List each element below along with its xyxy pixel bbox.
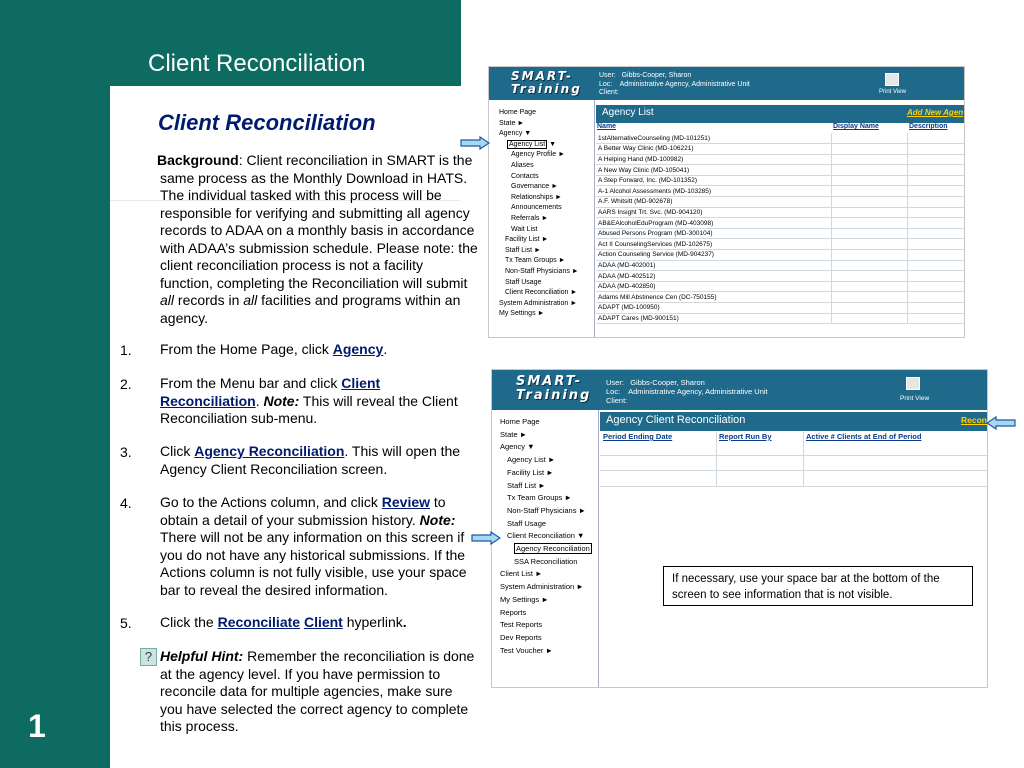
pointer-arrow-icon: [986, 416, 1016, 430]
description-cell: [908, 271, 965, 282]
column-report-run-by[interactable]: Report Run By: [719, 432, 772, 441]
agency-table: [596, 133, 965, 324]
menu-item[interactable]: Dev Reports: [500, 632, 542, 642]
print-view-label[interactable]: Print View: [900, 395, 930, 402]
menu-item[interactable]: Agency ▼: [500, 442, 535, 452]
client-link[interactable]: Client: [303, 614, 343, 630]
menu-item[interactable]: System Administration ►: [499, 299, 578, 307]
step-3: Click Agency Reconciliation. This will open the Agency Client Reconciliation screen.: [160, 443, 461, 477]
menu-item[interactable]: My Settings ►: [499, 310, 545, 318]
table-row[interactable]: [596, 228, 965, 239]
agency-name-cell[interactable]: Adams Mill Abstinence Cen (DC-750155): [596, 292, 832, 303]
menu-item[interactable]: Client List ►: [500, 569, 543, 579]
printer-icon[interactable]: [885, 73, 899, 86]
agency-name-cell[interactable]: 1stAlternativeCounseling (MD-101251): [596, 133, 832, 144]
step-number: 3.: [120, 444, 132, 460]
user-info: User: Gibbs-Cooper, Sharon Loc: Administrative Agency, Administrative Unit Client:: [599, 72, 750, 96]
column-active-clients[interactable]: Active # Clients at End of Period: [806, 432, 922, 441]
help-icon: ?: [140, 648, 157, 666]
description-cell: [908, 154, 965, 165]
display-name-cell: [832, 154, 908, 165]
menu-item[interactable]: Wait List: [511, 225, 538, 233]
step-5: Click the Reconciliate Client hyperlink.: [160, 614, 407, 630]
menu-item[interactable]: System Administration ►: [500, 582, 584, 592]
agency-name-cell[interactable]: A New Way Clinic (MD-105041): [596, 165, 832, 176]
smart-banner: [489, 67, 964, 100]
background-label: Background: [157, 152, 239, 168]
step-2: From the Menu bar and click Client Reconciliation. Note: This will reveal the Client Reconciliation sub-menu.: [160, 375, 458, 426]
table-row[interactable]: [596, 281, 965, 292]
menu-item[interactable]: Non-Staff Physicians ►: [505, 267, 579, 275]
description-cell: [908, 197, 965, 208]
helpful-hint: Helpful Hint: Remember the reconciliation is done at the agency level. If you have permission to reconcile data for multiple agencies, make sure you have selected the correct agency to complete this process.: [160, 648, 475, 734]
description-cell: [908, 281, 965, 292]
client-reconciliation-link[interactable]: Client Reconciliation: [160, 375, 381, 409]
menu-item[interactable]: Home Page: [499, 109, 536, 116]
menu-item[interactable]: Tx Team Groups ►: [507, 493, 572, 503]
column-period-ending-date[interactable]: Period Ending Date: [603, 432, 673, 441]
menu-item[interactable]: Agency Profile ►: [511, 151, 566, 159]
menu-item[interactable]: My Settings ►: [500, 594, 549, 604]
agency-reconciliation-screenshot: [491, 369, 988, 688]
display-name-cell: [832, 250, 908, 261]
menu-item[interactable]: Agency ▼: [499, 130, 532, 138]
column-name[interactable]: Name: [597, 123, 617, 130]
agency-name-cell[interactable]: A Better Way Clinic (MD-106221): [596, 144, 832, 155]
description-cell: [908, 186, 965, 197]
display-name-cell: [832, 228, 908, 239]
step-number: 1.: [120, 342, 132, 358]
menu-item[interactable]: Agency List ▼: [509, 140, 557, 148]
display-name-cell: [832, 207, 908, 218]
step-number: 4.: [120, 495, 132, 511]
print-view-label[interactable]: Print View: [879, 89, 906, 95]
menu-item[interactable]: Test Reports: [500, 620, 543, 630]
content-heading: Client Reconciliation: [158, 110, 376, 135]
add-new-agency-link[interactable]: Add New Agen: [907, 108, 964, 117]
agency-name-cell[interactable]: ADAA (MD-402001): [596, 260, 832, 271]
description-cell: [908, 175, 965, 186]
menu-item[interactable]: Client Reconciliation ▼: [507, 531, 585, 541]
menu-item[interactable]: Client Reconciliation ►: [505, 289, 578, 297]
table-row[interactable]: [596, 239, 965, 250]
display-name-cell: [832, 144, 908, 155]
pointer-arrow-icon: [471, 531, 501, 545]
menu-item[interactable]: Agency Reconciliation: [516, 544, 590, 554]
table-row[interactable]: [596, 260, 965, 271]
navigation-menu: [492, 410, 599, 688]
agency-name-cell[interactable]: AARS Insight Trt. Svc. (MD-904120): [596, 207, 832, 218]
table-row[interactable]: [596, 133, 965, 144]
menu-item[interactable]: SSA Reconciliation: [514, 556, 578, 566]
menu-item[interactable]: Test Voucher ►: [500, 645, 553, 655]
reconcile-link[interactable]: Recon: [961, 415, 987, 425]
description-cell: [908, 228, 965, 239]
table-row[interactable]: [596, 154, 965, 165]
menu-item[interactable]: Staff List ►: [505, 246, 541, 254]
step-number: 5.: [120, 615, 132, 631]
table-row[interactable]: [596, 186, 965, 197]
agency-name-cell[interactable]: ADAPT (MD-100950): [596, 303, 832, 314]
review-link[interactable]: Review: [381, 494, 431, 510]
step-4: Go to the Actions column, and click Review to obtain a detail of your submission history. Note: There will not be any information on this screen if you do not have any historical submissions. If the Actions column is not fully visible, use your space bar to reveal the desired information.: [160, 494, 467, 598]
menu-item[interactable]: Tx Team Groups ►: [505, 257, 566, 265]
table-row[interactable]: [596, 144, 965, 155]
step-number: 2.: [120, 376, 132, 392]
description-cell: [908, 250, 965, 261]
description-cell: [908, 313, 965, 324]
menu-item[interactable]: Agency List ►: [507, 455, 556, 465]
printer-icon[interactable]: [906, 377, 920, 390]
smart-training-logo: SMART- Training: [511, 69, 582, 97]
table-row[interactable]: [596, 250, 965, 261]
agency-name-cell[interactable]: Abused Persons Program (MD-300104): [596, 228, 832, 239]
reconciliate-link[interactable]: Reconciliate: [217, 614, 301, 630]
display-name-cell: [832, 175, 908, 186]
table-row[interactable]: [596, 218, 965, 229]
pointer-arrow-icon: [460, 136, 490, 150]
reconciliation-header: Agency Client Reconciliation: [600, 412, 988, 431]
menu-item[interactable]: Home Page: [500, 417, 540, 426]
menu-item[interactable]: State ►: [499, 119, 525, 127]
description-cell: [908, 260, 965, 271]
agency-name-cell[interactable]: ADAA (MD-402850): [596, 281, 832, 292]
display-name-cell: [832, 271, 908, 282]
menu-item[interactable]: Staff Usage: [507, 518, 547, 528]
table-row: [600, 456, 988, 471]
display-name-cell: [832, 133, 908, 144]
display-name-cell: [832, 292, 908, 303]
menu-item[interactable]: State ►: [500, 429, 528, 439]
menu-item[interactable]: Staff List ►: [507, 480, 546, 490]
display-name-cell: [832, 281, 908, 292]
menu-item[interactable]: Staff Usage: [505, 278, 542, 286]
user-info: User: Gibbs-Cooper, Sharon Loc: Administrative Agency, Administrative Unit Client:: [606, 378, 768, 405]
smart-training-logo: SMART- Training: [516, 374, 592, 404]
table-row[interactable]: [596, 197, 965, 208]
menu-item[interactable]: Relationships ►: [511, 193, 562, 201]
space-bar-callout: If necessary, use your space bar at the bottom of the screen to see information that is not visible.: [663, 566, 973, 606]
description-cell: [908, 303, 965, 314]
display-name-cell: [832, 313, 908, 324]
agency-list-header: Agency List: [596, 105, 965, 123]
table-row[interactable]: [596, 207, 965, 218]
smart-banner: [492, 370, 987, 410]
table-row: [600, 471, 988, 487]
menu-item[interactable]: Reports: [500, 607, 527, 617]
table-row[interactable]: [596, 313, 965, 324]
agency-name-cell[interactable]: AB&EAlcoholEduProgram (MD-403098): [596, 218, 832, 229]
column-display-name[interactable]: Display Name: [833, 123, 879, 130]
agency-name-cell[interactable]: A Step Forward, Inc. (MD-101352): [596, 175, 832, 186]
background-paragraph: Background: Client reconciliation in SMART is the same process as the Monthly Download in HATS. The individual tasked with this process will be responsible for verifying and submitting all agency records to ADAA on a monthly basis in accordance with ADAA’s submission schedule. Please note: the client reconciliation process is not a facility function, completing the Reconciliation will submit all records in all facilities and programs within an agency.: [157, 152, 478, 326]
menu-item[interactable]: Contacts: [511, 172, 539, 180]
display-name-cell: [832, 165, 908, 176]
description-cell: [908, 165, 965, 176]
menu-item[interactable]: Facility List ►: [505, 236, 549, 244]
agency-name-cell[interactable]: A.F. Whitsitt (MD-902678): [596, 197, 832, 208]
column-description[interactable]: Description: [909, 123, 948, 130]
menu-item[interactable]: Non-Staff Physicians ►: [507, 505, 586, 515]
description-cell: [908, 207, 965, 218]
agency-name-cell[interactable]: A Helping Hand (MD-100982): [596, 154, 832, 165]
description-cell: [908, 292, 965, 303]
agency-name-cell[interactable]: Act II CounselingServices (MD-102675): [596, 239, 832, 250]
table-row[interactable]: [596, 303, 965, 314]
display-name-cell: [832, 186, 908, 197]
description-cell: [908, 239, 965, 250]
menu-item[interactable]: Facility List ►: [507, 467, 554, 477]
agency-name-cell[interactable]: Action Counseling Service (MD-904237): [596, 250, 832, 261]
menu-item[interactable]: Referrals ►: [511, 214, 549, 222]
agency-reconciliation-link[interactable]: Agency Reconciliation: [194, 443, 345, 459]
description-cell: [908, 144, 965, 155]
slide-number: 1: [28, 708, 46, 744]
agency-name-cell[interactable]: A-1 Alcohol Assessments (MD-103285): [596, 186, 832, 197]
agency-name-cell[interactable]: ADAPT Cares (MD-900151): [596, 313, 832, 324]
agency-name-cell[interactable]: ADAA (MD-402512): [596, 271, 832, 282]
menu-item[interactable]: Announcements: [511, 204, 562, 212]
description-cell: [908, 133, 965, 144]
navigation-menu: [489, 100, 595, 338]
step-1: From the Home Page, click Agency.: [160, 341, 388, 357]
display-name-cell: [832, 218, 908, 229]
display-name-cell: [832, 260, 908, 271]
table-row[interactable]: [596, 165, 965, 176]
menu-item[interactable]: Aliases: [511, 161, 534, 169]
agency-list-screenshot: [488, 66, 965, 338]
description-cell: [908, 218, 965, 229]
table-row[interactable]: [596, 175, 965, 186]
display-name-cell: [832, 303, 908, 314]
left-sidebar-band: [0, 0, 110, 768]
table-row[interactable]: [596, 292, 965, 303]
display-name-cell: [832, 197, 908, 208]
slide-title: Client Reconciliation: [148, 50, 366, 77]
display-name-cell: [832, 239, 908, 250]
table-row[interactable]: [596, 271, 965, 282]
agency-link[interactable]: Agency: [332, 341, 384, 357]
table-row: [600, 442, 988, 456]
menu-item[interactable]: Governance ►: [511, 183, 559, 191]
